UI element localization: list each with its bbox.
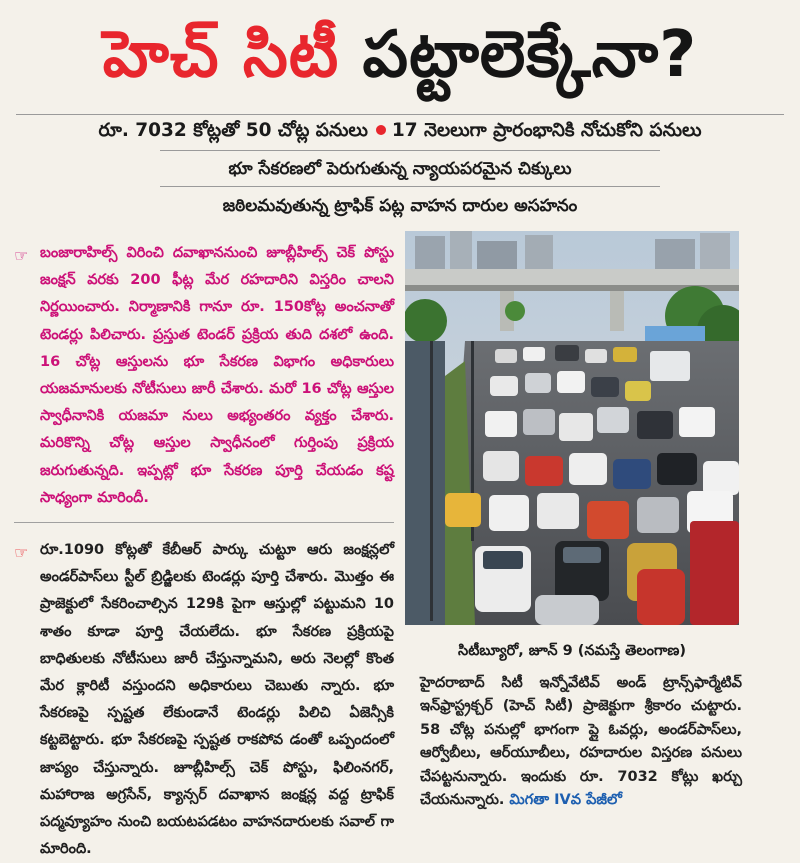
deck-rule — [160, 186, 660, 187]
subhead — [0, 116, 800, 146]
deck-line-2: జఠిలమవుతున్న ట్రాఫిక్ పట్ల వాహన దారుల అసహనం — [222, 196, 578, 216]
deck-line-1: భూ సేకరణలో పెరుగుతున్న న్యాయపరమైన చిక్కులు — [228, 159, 572, 179]
caption-dateline: సిటీబ్యూరో, జూన్ 9 (నమస్తే తెలంగాణ) — [458, 643, 686, 659]
pointing-hand-icon: ☞ — [14, 543, 29, 563]
paragraph-divider — [14, 522, 394, 523]
subhead-left: రూ. 7032 కోట్లతో 50 చోట్ల పనులు — [98, 120, 368, 141]
subhead-right: 17 నెలలుగా ప్రారంభానికి నోచుకోని పనులు — [391, 120, 702, 141]
pointing-hand-icon: ☞ — [14, 246, 29, 265]
paragraph-second-text: రూ.1090 కోట్లతో కేబీఆర్ పార్కు చుట్టూ ఆరు జంక్షన్లలో అండర్‌పాస్‌లు స్టీల్ బ్రిడ్జిలకు టెండర్లు పూర్తి చేశారు. మొత్తం ఈ ప్రాజెక్టులో సేకరించాల్సిన 129కి పైగా ఆస్తుల్లో పట్టుమని 10 శాతం కూడా పూర్తి చేయలేదు. భూ సేకరణ ప్రక్రియపై బాధితులకు నోటీసులు జారీ చేస్తున్నామని, అరు నెలల్లో కొంత మేర క్లారిటీ వస్తుందని అధికారులు చెబుతు న్నారు. భూ సేకరణపై స్పష్టత లేకుండానే టెండర్లు పిలిచి ఏజెన్సీకి కట్టబెట్టారు. భూ సేకరణపై స్పష్టత రాకపోవ డంతో ఒప్పందంలో జాప్యం చేస్తున్నారు. జూబ్లీహిల్స్ చెక్ పోస్టు, ఫిలింనగర్, మహారాజ అగ్రసేన్, క్యాన్సర్ దవాఖాన జంక్షన్ల వద్ద ట్రాఫిక్ పద్మవ్యూహం నుంచి బయటపడటం వాహనదారులకు సవాల్ గా మారింది. — [40, 542, 394, 858]
traffic-photo — [405, 231, 739, 625]
left-column — [14, 240, 394, 863]
paragraph-second — [14, 537, 394, 863]
caption-body — [420, 672, 742, 812]
subhead-rule — [160, 150, 660, 151]
headline-rule — [16, 114, 784, 115]
headline — [0, 0, 800, 112]
paragraph-first — [14, 240, 394, 512]
caption-body-text: హైదరాబాద్ సిటీ ఇన్నోవేటివ్ అండ్ ట్రాన్స్‌ఫార్మేటివ్ ఇన్‌ఫ్రాస్ట్రక్చర్ (హెచ్ సిటీ) ప్రాజెక్టుగా శ్రీకారం చుట్టారు. 58 చోట్ల పనుల్లో భాగంగా ప్లై ఓవర్లు, అండర్‌పాస్‌లు, ఆర్వోబీలు, ఆర్‌యూబీలు, రహదారుల విస్తరణ పనులు చేపట్టనున్నారు. ఇందుకు రూ. 7032 కోట్లు ఖర్చు చేయనున్నారు. — [420, 675, 742, 809]
continued-on-page: మిగతా IVవ పేజీలో — [509, 792, 622, 809]
red-dot-icon — [376, 125, 386, 135]
paragraph-first-text: బంజారాహిల్స్ విరించి దవాఖాననుంచి జూబ్లీహిల్స్ చెక్ పోస్టు జంక్షన్ వరకు 200 ఫీట్ల మేర రహదారిని విస్తరిం చాలని నిర్ణయించారు. నిర్మాణానికి గానూ రూ. 150కోట్ల అంచనాతో టెండర్లు పిలిచారు. ప్రస్తుత టెండర్ ప్రక్రియ తుది దశలో ఉంది. 16 చోట్ల ఆస్తులను భూ సేకరణ విభాగం అధికారులు యజమానులకు నోటీసులు జారీ చేశారు. మరో 16 చోట్ల ఆస్తుల స్వాధీనానికి యజమా నులు అభ్యంతరం వ్యక్తం చేశారు. మరికొన్ని చోట్ల ఆస్తుల స్వాధీనంలో గుర్తింపు ప్రక్రియ జరుగుతున్నది. ఇప్పట్లో భూ సేకరణ పూర్తి చేయడం కష్ట సాధ్యంగా మారిందీ. — [40, 245, 394, 506]
headline-red-part: హెచ్ సిటీ — [102, 18, 340, 92]
headline-black-part: పట్టాలెక్కేనా? — [362, 18, 698, 92]
